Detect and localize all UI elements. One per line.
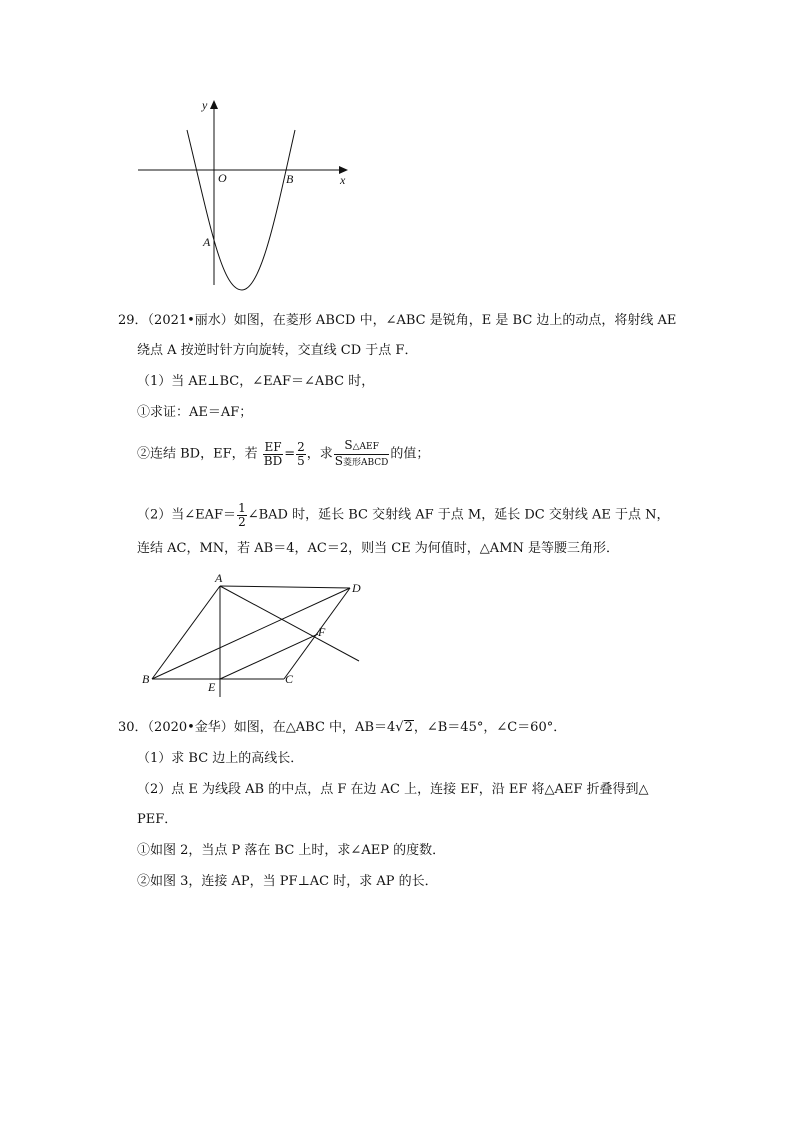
area-sub-triangle: △AEF — [352, 442, 379, 452]
area-sub-rhombus: 菱形ABCD — [343, 458, 389, 468]
segment-AD — [220, 586, 350, 588]
q30-line4: PEF． — [137, 812, 178, 827]
q29-line3: （1）当 AE⊥BC，∠EAF＝∠ABC 时， — [137, 374, 375, 389]
q30-line1 — [118, 720, 566, 736]
label-D: D — [352, 581, 361, 595]
label-F: F — [318, 625, 326, 639]
q30-line6: ②如图 3，连接 AP，当 PF⊥AC 时，求 AP 的长． — [137, 874, 438, 889]
fraction-two-fifths — [296, 441, 306, 468]
label-A: A — [203, 235, 211, 249]
q29-line1: 29．（2021•丽水）如图，在菱形 ABCD 中，∠ABC 是锐角，E 是 BC 边上的动点，将射线 AE — [118, 313, 677, 328]
fraction-area-ratio-num — [334, 439, 390, 455]
fraction-one-half-num: 1 — [238, 501, 246, 515]
fraction-area-ratio — [334, 439, 390, 470]
label-x: x — [340, 173, 346, 187]
parabola-figure — [130, 95, 360, 295]
q30-line2: （1）求 BC 边上的高线长． — [137, 751, 304, 766]
label-B: B — [142, 672, 150, 686]
label-A: A — [215, 571, 223, 585]
fraction-two-fifths-den: 5 — [297, 454, 305, 468]
segment-CD — [284, 588, 350, 679]
sqrt-radicand: 2 — [404, 720, 413, 735]
label-E: E — [208, 680, 216, 694]
q29-line5-mid: ，求 — [306, 446, 333, 462]
parabola-curve — [187, 130, 295, 290]
label-C: C — [285, 672, 294, 686]
q29-line6-pre: （2）当∠EAF＝ — [137, 507, 237, 523]
q29-line5 — [137, 439, 429, 470]
sqrt-sign: √ — [395, 720, 404, 735]
ray-AF — [220, 586, 359, 661]
q29-line5-pre: ②连结 BD，EF，若 — [137, 446, 258, 462]
segment-AB — [152, 586, 220, 679]
label-B: B — [286, 172, 294, 186]
q29-line5-post: 的值； — [390, 446, 430, 462]
area-s-denominator: S — [334, 454, 344, 468]
y-axis-arrow — [210, 100, 218, 109]
label-y: y — [202, 98, 208, 112]
q29-line4: ①求证：AE＝AF； — [137, 405, 253, 420]
rhombus-figure — [138, 572, 378, 697]
area-s-numerator: S — [344, 438, 353, 452]
equals-sign: = — [284, 446, 296, 462]
fraction-ef-bd-num: EF — [264, 440, 282, 454]
fraction-ef-bd — [263, 441, 283, 468]
fraction-ef-bd-den: BD — [263, 454, 283, 468]
q29-line6-post: ∠BAD 时，延长 BC 交射线 AF 于点 M，延长 DC 交射线 AE 于点 N， — [247, 507, 670, 523]
q30-line1-pre: 30．（2020•金华）如图，在△ABC 中，AB＝4 — [118, 720, 396, 735]
fraction-two-fifths-num: 2 — [297, 440, 305, 454]
q30-line1-post: ，∠B＝45°，∠C＝60°． — [413, 720, 567, 735]
fraction-area-ratio-den — [334, 455, 390, 470]
q30-line5: ①如图 2，当点 P 落在 BC 上时，求∠AEP 的度数． — [137, 843, 446, 858]
q30-line3: （2）点 E 为线段 AB 的中点，点 F 在边 AC 上，连接 EF，沿 EF 将△AEF 折叠得到△ — [137, 782, 649, 797]
fraction-one-half — [237, 502, 247, 529]
fraction-one-half-den: 2 — [238, 515, 246, 529]
q29-line2: 绕点 A 按逆时针方向旋转，交直线 CD 于点 F． — [137, 343, 418, 358]
label-O: O — [218, 171, 227, 185]
q29-line7: 连结 AC，MN，若 AB＝4，AC＝2，则当 CE 为何值时，△AMN 是等腰三角形． — [137, 541, 620, 556]
q29-line6 — [137, 502, 670, 529]
